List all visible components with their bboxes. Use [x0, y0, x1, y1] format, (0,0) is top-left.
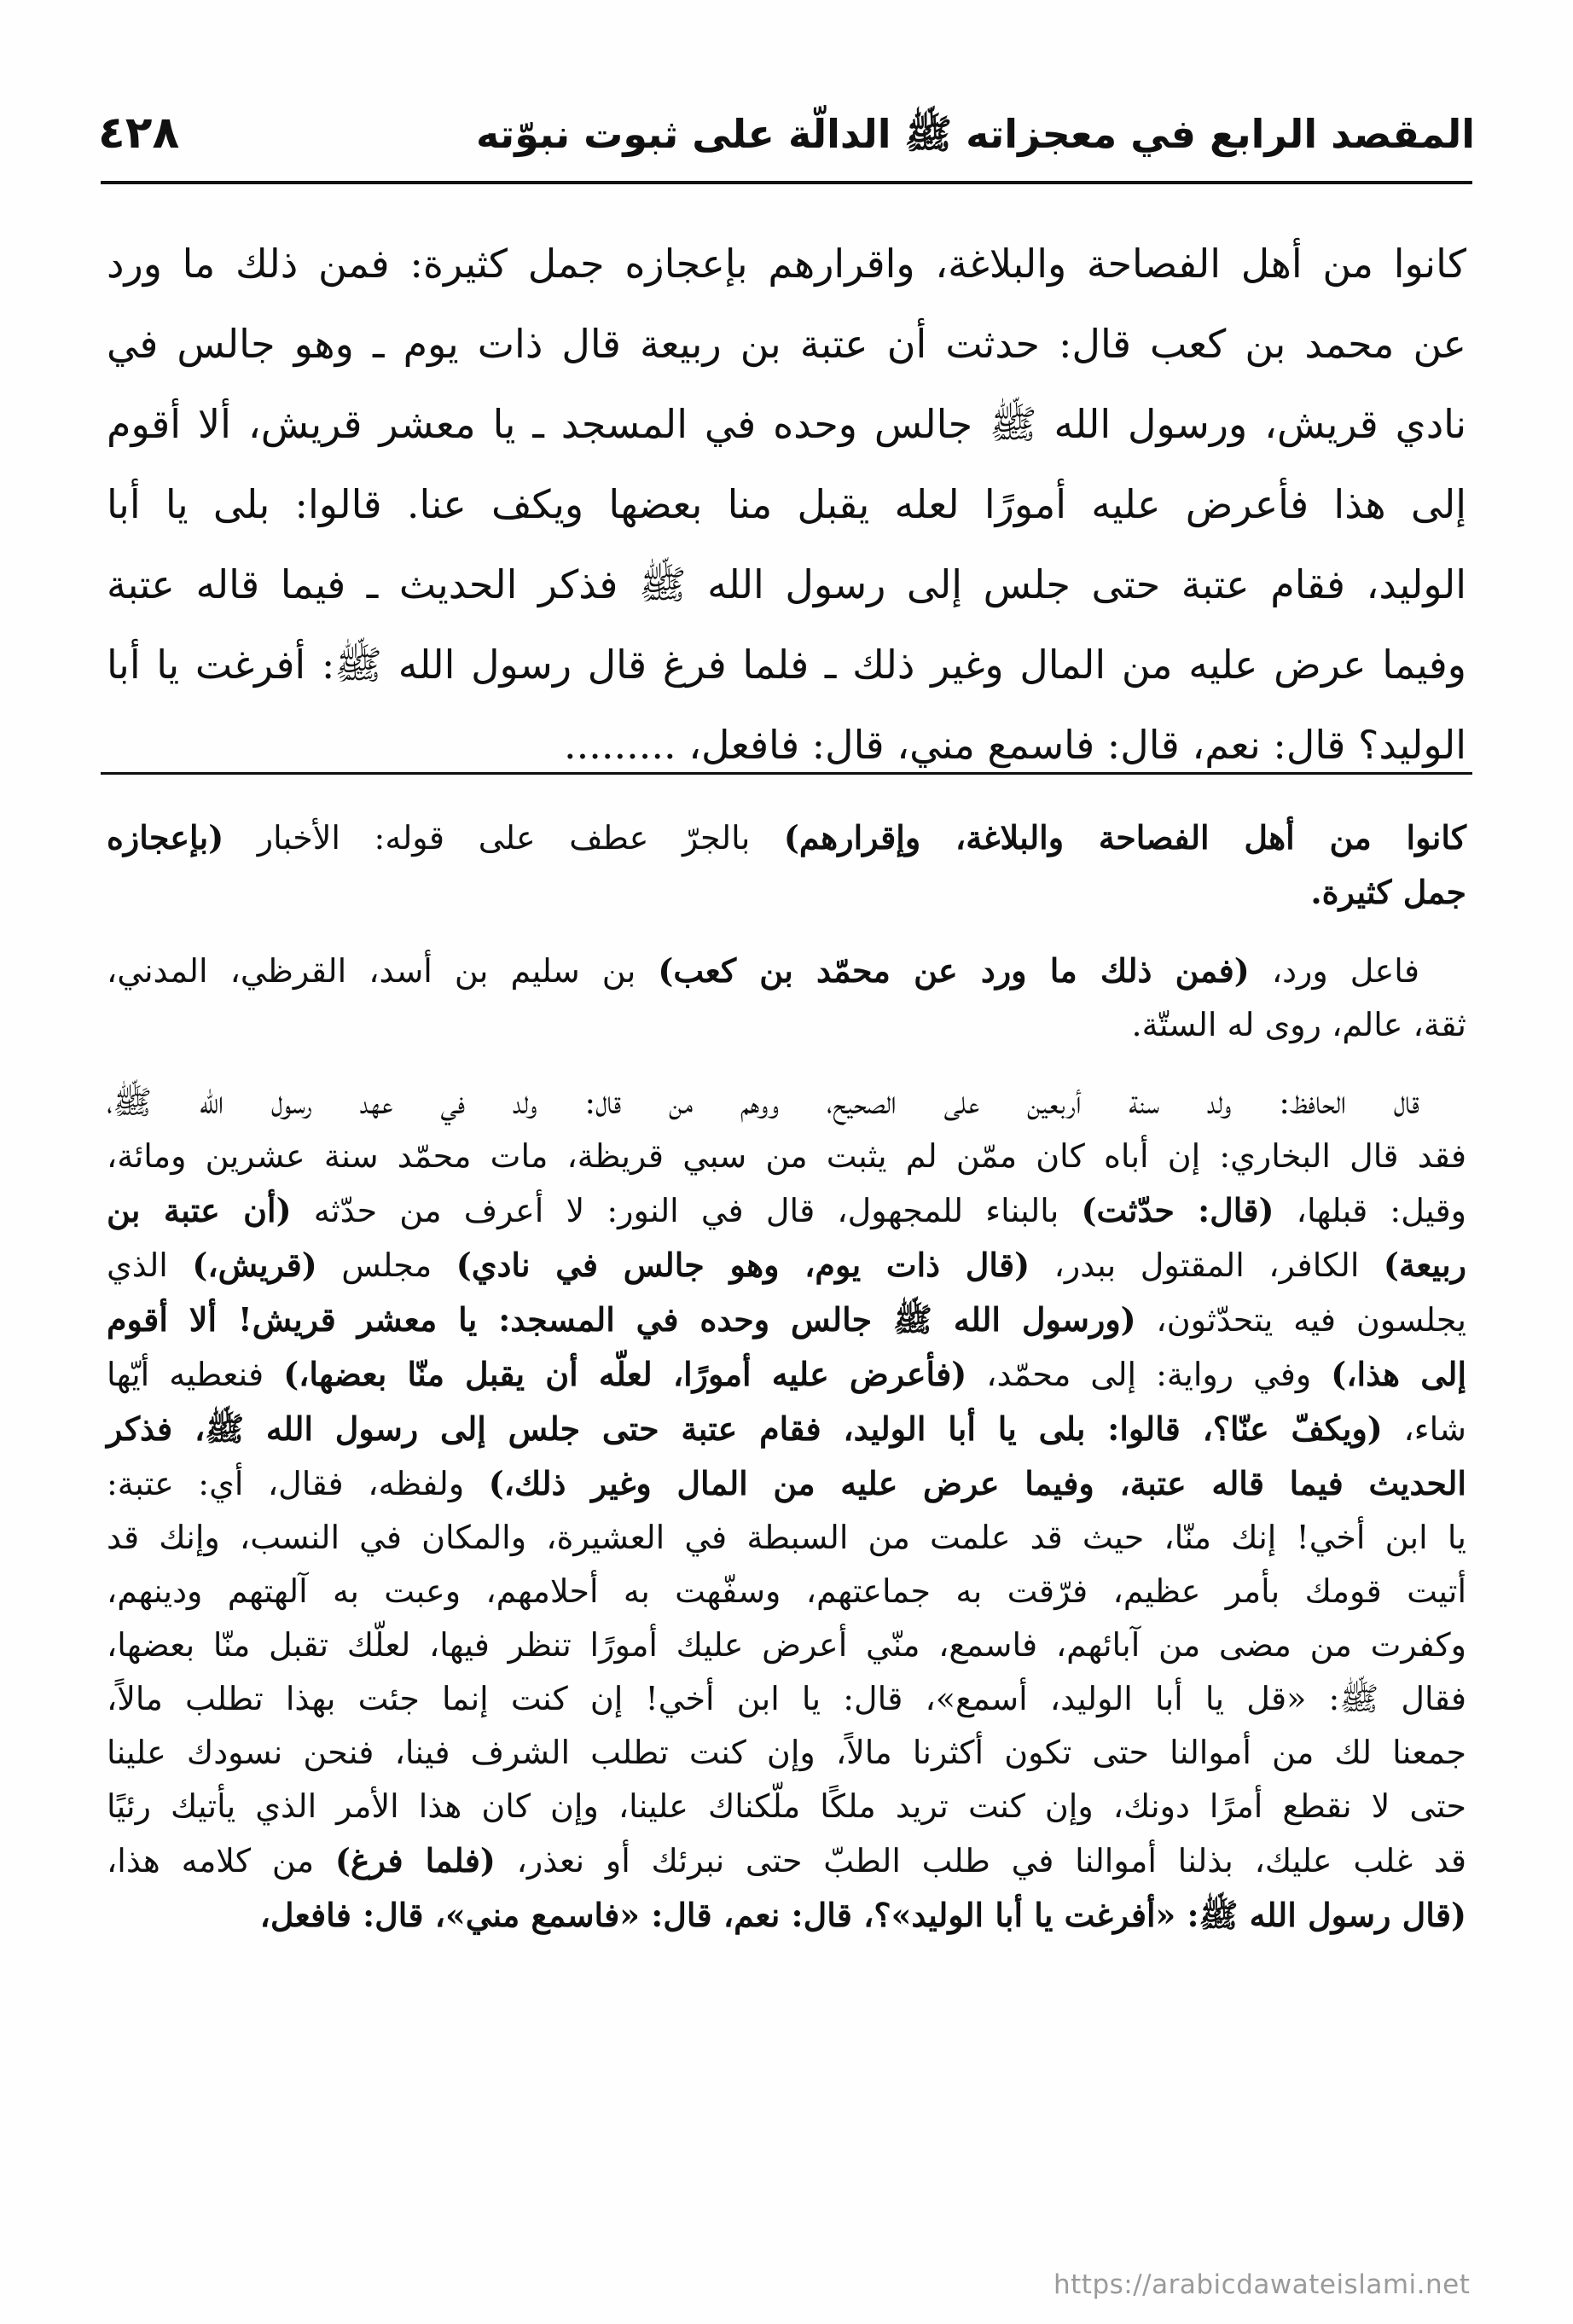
commentary-text: الذي	[107, 1246, 193, 1284]
commentary-line	[107, 1456, 1466, 1511]
page-header	[98, 85, 1475, 162]
quoted-text: (أن عتبة بن	[107, 1191, 292, 1229]
quoted-text: (قال: حدّثت)	[1081, 1191, 1274, 1229]
quoted-text: إلى هذا،)	[1331, 1355, 1466, 1393]
commentary-text: قد غلب عليك، بذلنا أموالنا في طلب الطبّ حتى نبرئك أو نعذر،	[495, 1842, 1466, 1880]
main-text-line: الوليد؟ قال: نعم، قال: فاسمع مني، قال: فافعل، .........	[563, 722, 1466, 768]
commentary	[107, 810, 1466, 1967]
commentary-line: قال الحافظ: ولد سنة أربعين على الصحيح، ووهم من قال: ولد في عهد رسول الله ﷺ،	[107, 1084, 1419, 1121]
main-text-line: إلى هذا فأعرض عليه أمورًا لعله يقبل منا بعضها ويكف عنا. قالوا: بلى يا أبا	[107, 481, 1466, 527]
commentary-line: وكفرت من مضى من آبائهم، فاسمع، منّي أعرض عليك أمورًا تنظر فيها، لعلّك تقبل منّا بعضها،	[107, 1626, 1466, 1664]
page-number: ٤٢٨	[98, 107, 180, 159]
commentary-line	[107, 1402, 1466, 1456]
commentary-text: يجلسون فيه يتحدّثون،	[1135, 1301, 1466, 1339]
commentary-text: ولفظه، فقال، أي: عتبة:	[107, 1465, 489, 1502]
commentary-line	[107, 944, 1466, 998]
main-text	[107, 224, 1466, 785]
commentary-text: بالبناء للمجهول، قال في النور: لا أعرف من حدّثه	[291, 1192, 1082, 1229]
main-text-line: الوليد، فقام عتبة حتى جلس إلى رسول الله ﷺ فذكر الحديث ـ فيما قاله عتبة	[107, 561, 1466, 607]
quoted-text: كانوا من أهل الفصاحة والبلاغة، وإقرارهم)	[783, 818, 1466, 857]
commentary-text: شاء،	[1382, 1410, 1466, 1448]
quoted-text: جمل كثيرة.	[1310, 873, 1466, 911]
commentary-text: فاعل ورد،	[1249, 952, 1419, 990]
commentary-text: فنعطيه أيّها	[107, 1356, 284, 1393]
quoted-text: (قريش،)	[192, 1246, 317, 1284]
commentary-text: وقيل: قبلها،	[1274, 1192, 1466, 1229]
commentary-line	[107, 1293, 1466, 1347]
commentary-line: ثقة، عالم، روى له الستّة.	[1131, 1006, 1466, 1043]
quoted-text: (قال ذات يوم، وهو جالس في نادي)	[456, 1246, 1030, 1284]
commentary-line	[107, 865, 1466, 920]
watermark-url: https://arabicdawateislami.net	[1054, 2269, 1471, 2300]
main-text-line: كانوا من أهل الفصاحة والبلاغة، واقرارهم بإعجازه جمل كثيرة: فمن ذلك ما ورد	[107, 241, 1466, 287]
commentary-paragraph	[107, 810, 1466, 920]
commentary-text: بن سليم بن أسد، القرظي، المدني،	[107, 952, 659, 990]
commentary-paragraph	[107, 944, 1466, 1052]
commentary-text: من كلامه هذا،	[107, 1842, 335, 1880]
main-text-line: عن محمد بن كعب قال: حدثت أن عتبة بن ربيعة قال ذات يوم ـ وهو جالس في	[107, 321, 1466, 367]
quoted-text: (قال رسول الله ﷺ: «أفرغت يا أبا الوليد»؟، قال: نعم، قال: «فاسمع مني»، قال: فافعل،	[259, 1896, 1466, 1934]
quoted-text: ربيعة)	[1383, 1246, 1466, 1284]
header-rule	[101, 181, 1472, 184]
commentary-line	[107, 1888, 1466, 1943]
commentary-text: مجلس	[316, 1246, 456, 1284]
commentary-paragraph	[107, 1076, 1466, 1943]
main-text-line: وفيما عرض عليه من المال وغير ذلك ـ فلما فرغ قال رسول الله ﷺ: أفرغت يا أبا	[107, 642, 1466, 688]
quoted-text: (فمن ذلك ما ورد عن محمّد بن كعب)	[658, 951, 1250, 990]
commentary-line: أتيت قومك بأمر عظيم، فرّقت به جماعتهم، وسفّهت به أحلامهم، وعبت به آلهتهم ودينهم،	[107, 1572, 1466, 1610]
commentary-line: فقال ﷺ: «قل يا أبا الوليد، أسمع»، قال: يا ابن أخي! إن كنت إنما جئت بهذا تطلب مالاً،	[107, 1680, 1466, 1717]
quoted-text: الحديث فيما قاله عتبة، وفيما عرض عليه من المال وغير ذلك،)	[488, 1464, 1466, 1502]
commentary-line: جمعنا لك من أموالنا حتى تكون أكثرنا مالاً، وإن كنت تطلب الشرف فينا، فنحن نسودك علينا	[107, 1734, 1466, 1771]
quoted-text: (فلما فرغ)	[334, 1841, 496, 1880]
commentary-text: وفي رواية: إلى محمّد،	[966, 1356, 1332, 1393]
commentary-line	[107, 810, 1466, 865]
main-text-line: نادي قريش، ورسول الله ﷺ جالس وحده في المسجد ـ يا معشر قريش، ألا أقوم	[107, 401, 1466, 447]
commentary-line: فقد قال البخاري: إن أباه كان ممّن لم يثبت من سبي قريظة، مات محمّد سنة عشرين ومائة،	[107, 1137, 1466, 1175]
commentary-line	[107, 1833, 1466, 1888]
commentary-line	[107, 1238, 1466, 1293]
commentary-line: يا ابن أخي! إنك منّا، حيث قد علمت من السبطة في العشيرة، والمكان في النسب، وإنك قد	[107, 1519, 1466, 1556]
commentary-line	[107, 1347, 1466, 1402]
quoted-text: (ورسول الله ﷺ جالس وحده في المسجد: يا معشر قريش! ألا أقوم	[107, 1300, 1136, 1339]
commentary-line: حتى لا نقطع أمرًا دونك، وإن كنت تريد ملكًا ملّكناك علينا، وإن كان هذا الأمر الذي يأتيك رئيًا	[107, 1787, 1466, 1825]
running-title: المقصد الرابع في معجزاته ﷺ الدالّة على ثبوت نبوّته	[476, 111, 1475, 157]
quoted-text: (فأعرض عليه أمورًا، لعلّه أن يقبل منّا بعضها،)	[283, 1355, 967, 1393]
commentary-text: بالجرّ عطف على قوله: الأخبار	[223, 819, 784, 857]
section-divider	[101, 772, 1472, 775]
commentary-line	[107, 1183, 1466, 1238]
commentary-text: الكافر، المقتول ببدر،	[1030, 1246, 1384, 1284]
quoted-text: (بإعجازه	[107, 818, 224, 857]
quoted-text: (ويكفّ عنّا؟، قالوا: بلى يا أبا الوليد، فقام عتبة حتى جلس إلى رسول الله ﷺ، فذكر	[107, 1409, 1383, 1448]
